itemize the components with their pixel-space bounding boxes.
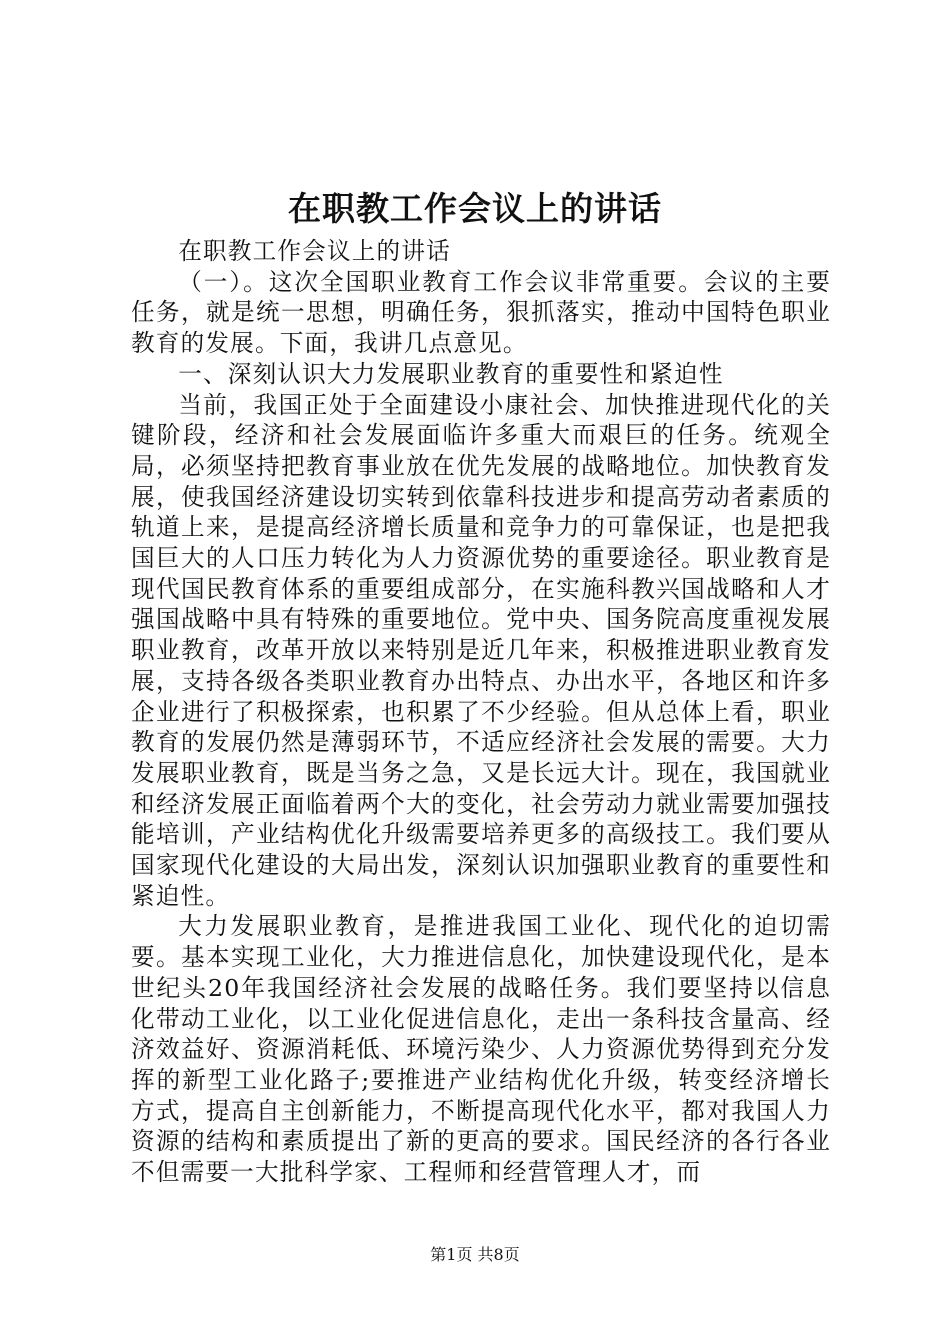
body-paragraph: 当前，我国正处于全面建设小康社会、加快推进现代化的关键阶段，经济和社会发展面临许多重大而艰巨的任务。统观全局，必须坚持把教育事业放在优先发展的战略地位。加快教育发展，使我国经济建设切实转到依靠科技进步和提高劳动者素质的轨道上来，是提高经济增长质量和竞争力的可靠保证，也是把我国巨大的人口压力转化为人力资源优势的重要途径。职业教育是现代国民教育体系的重要组成部分，在实施科教兴国战略和人才强国战略中具有特殊的重要地位。党中央、国务院高度重视发展职业教育，改革开放以来特别是近几年来，积极推进职业教育发展，支持各级各类职业教育办出特点、办出水平，各地区和许多企业进行了积极探索，也积累了不少经验。但从总体上看，职业教育的发展仍然是薄弱环节，不适应经济社会发展的需要。大力发展职业教育，既是当务之急，又是长远大计。现在，我国就业和经济发展正面临着两个大的变化，社会劳动力就业需要加强技能培训，产业结构优化升级需要培养更多的高级技工。我们要从国家现代化建设的大局出发，深刻认识加强职业教育的重要性和紧迫性。 (131, 390, 831, 910)
document-body (131, 236, 831, 1188)
body-paragraph: 大力发展职业教育，是推进我国工业化、现代化的迫切需要。基本实现工业化，大力推进信息化，加快建设现代化，是本世纪头20年我国经济社会发展的战略任务。我们要坚持以信息化带动工业化，以工业化促进信息化，走出一条科技含量高、经济效益好、资源消耗低、环境污染少、人力资源优势得到充分发挥的新型工业化路子;要推进产业结构优化升级，转变经济增长方式，提高自主创新能力，不断提高现代化水平，都对我国人力资源的结构和素质提出了新的更高的要求。国民经济的各行各业不但需要一大批科学家、工程师和经营管理人才，而 (131, 912, 831, 1187)
section-heading: 一、深刻认识大力发展职业教育的重要性和紧迫性 (178, 359, 724, 388)
subtitle-paragraph: 在职教工作会议上的讲话 (178, 237, 451, 265)
intro-paragraph: （一）。这次全国职业教育工作会议非常重要。会议的主要任务，就是统一思想，明确任务，狠抓落实，推动中国特色职业教育的发展。下面，我讲几点意见。 (131, 267, 831, 358)
document-title: 在职教工作会议上的讲话 (288, 189, 662, 228)
page-footer (0, 1244, 950, 1266)
page-indicator: 第1页 共8页 (430, 1245, 520, 1264)
